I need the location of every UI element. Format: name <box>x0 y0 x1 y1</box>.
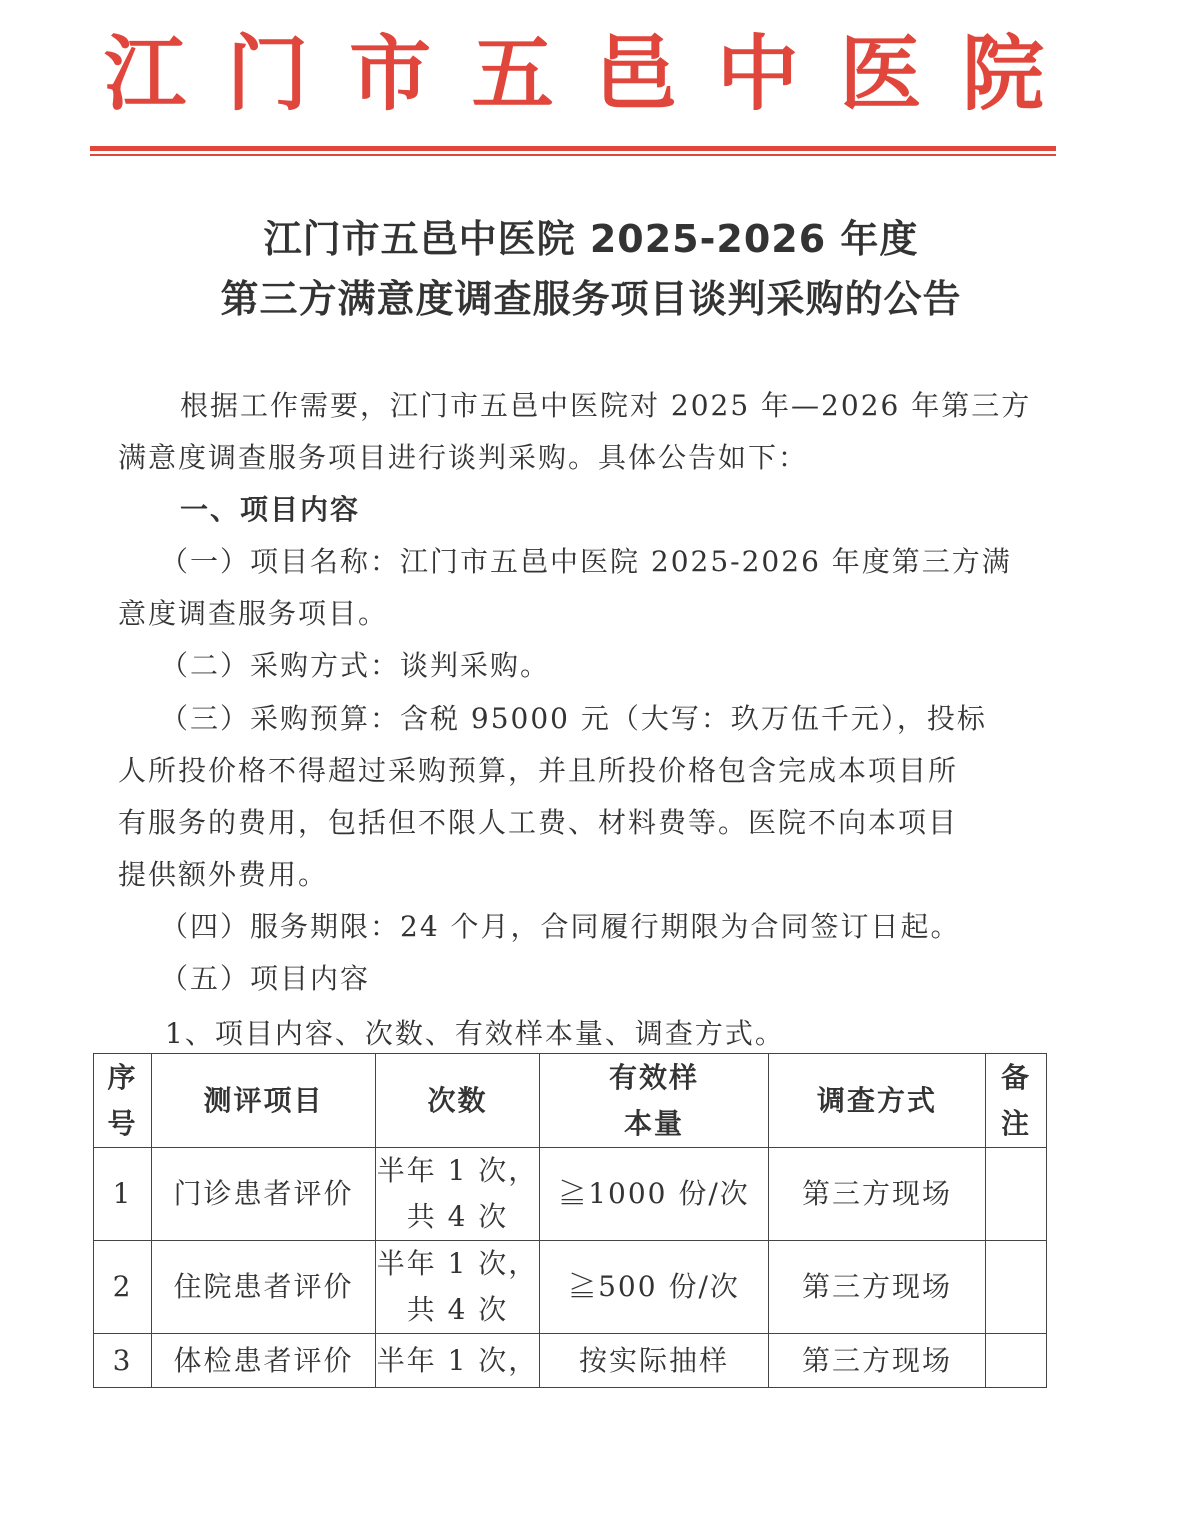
letterhead-char: 五 <box>471 26 554 122</box>
item-1-line-2: 意度调查服务项目。 <box>118 597 389 630</box>
section-heading: 一、项目内容 <box>180 493 361 526</box>
cell-note <box>986 1148 1047 1241</box>
cell-seq: 3 <box>94 1334 152 1388</box>
cell-times: 半年 1 次， 共 4 次 <box>376 1241 540 1334</box>
item-2: （二）采购方式：谈判采购。 <box>160 649 551 682</box>
item-5: （五）项目内容 <box>160 962 371 995</box>
intro-line-1: 根据工作需要，江门市五邑中医院对 2025 年—2026 年第三方 <box>180 389 1032 422</box>
cell-seq: 1 <box>94 1148 152 1241</box>
intro-line-2: 满意度调查服务项目进行谈判采购。具体公告如下： <box>118 441 809 474</box>
letterhead-char: 门 <box>226 26 309 122</box>
item-3-line-4: 提供额外费用。 <box>118 858 329 891</box>
cell-item: 住院患者评价 <box>152 1241 376 1334</box>
cell-note <box>986 1241 1047 1334</box>
letterhead-rule-thick <box>90 146 1056 151</box>
letterhead-char: 医 <box>839 26 922 122</box>
cell-method: 第三方现场 <box>769 1334 986 1388</box>
letterhead-char: 院 <box>961 26 1044 122</box>
item-3-line-2: 人所投价格不得超过采购预算，并且所投价格包含完成本项目所 <box>118 754 959 787</box>
cell-item: 门诊患者评价 <box>152 1148 376 1241</box>
table-row <box>94 1241 1047 1334</box>
cell-method: 第三方现场 <box>769 1241 986 1334</box>
header-item: 测评项目 <box>152 1054 376 1148</box>
cell-item: 体检患者评价 <box>152 1334 376 1388</box>
header-note: 备 注 <box>986 1054 1047 1148</box>
cell-sample: ≧1000 份/次 <box>540 1148 769 1241</box>
cell-method: 第三方现场 <box>769 1148 986 1241</box>
cell-note <box>986 1334 1047 1388</box>
item-1-line-1: （一）项目名称：江门市五邑中医院 2025-2026 年度第三方满 <box>160 545 1012 578</box>
header-method: 调查方式 <box>769 1054 986 1148</box>
letterhead <box>104 24 1044 124</box>
document-title-line-2: 第三方满意度调查服务项目谈判采购的公告 <box>220 277 962 321</box>
sub-item-1: 1、项目内容、次数、有效样本量、调查方式。 <box>165 1017 785 1050</box>
header-sample: 有效样 本量 <box>540 1054 769 1148</box>
header-seq: 序 号 <box>94 1054 152 1148</box>
item-4: （四）服务期限：24 个月，合同履行期限为合同签订日起。 <box>160 910 961 943</box>
letterhead-char: 市 <box>349 26 432 122</box>
letterhead-char: 邑 <box>594 26 677 122</box>
cell-sample: 按实际抽样 <box>540 1334 769 1388</box>
cell-times: 半年 1 次， <box>376 1334 540 1388</box>
letterhead-char: 中 <box>716 26 799 122</box>
letterhead-char: 江 <box>104 26 187 122</box>
table-row <box>94 1334 1047 1388</box>
cell-times: 半年 1 次， 共 4 次 <box>376 1148 540 1241</box>
item-3-line-1: （三）采购预算：含税 95000 元（大写：玖万伍千元），投标 <box>160 702 987 735</box>
cell-sample: ≧500 份/次 <box>540 1241 769 1334</box>
service-table <box>93 1053 1047 1388</box>
document-title-line-1: 江门市五邑中医院 2025-2026 年度 <box>263 217 919 261</box>
letterhead-rule-thin <box>90 154 1056 156</box>
table-row <box>94 1148 1047 1241</box>
header-times: 次数 <box>376 1054 540 1148</box>
table-header-row <box>94 1054 1047 1148</box>
item-3-line-3: 有服务的费用，包括但不限人工费、材料费等。医院不向本项目 <box>118 806 959 839</box>
cell-seq: 2 <box>94 1241 152 1334</box>
